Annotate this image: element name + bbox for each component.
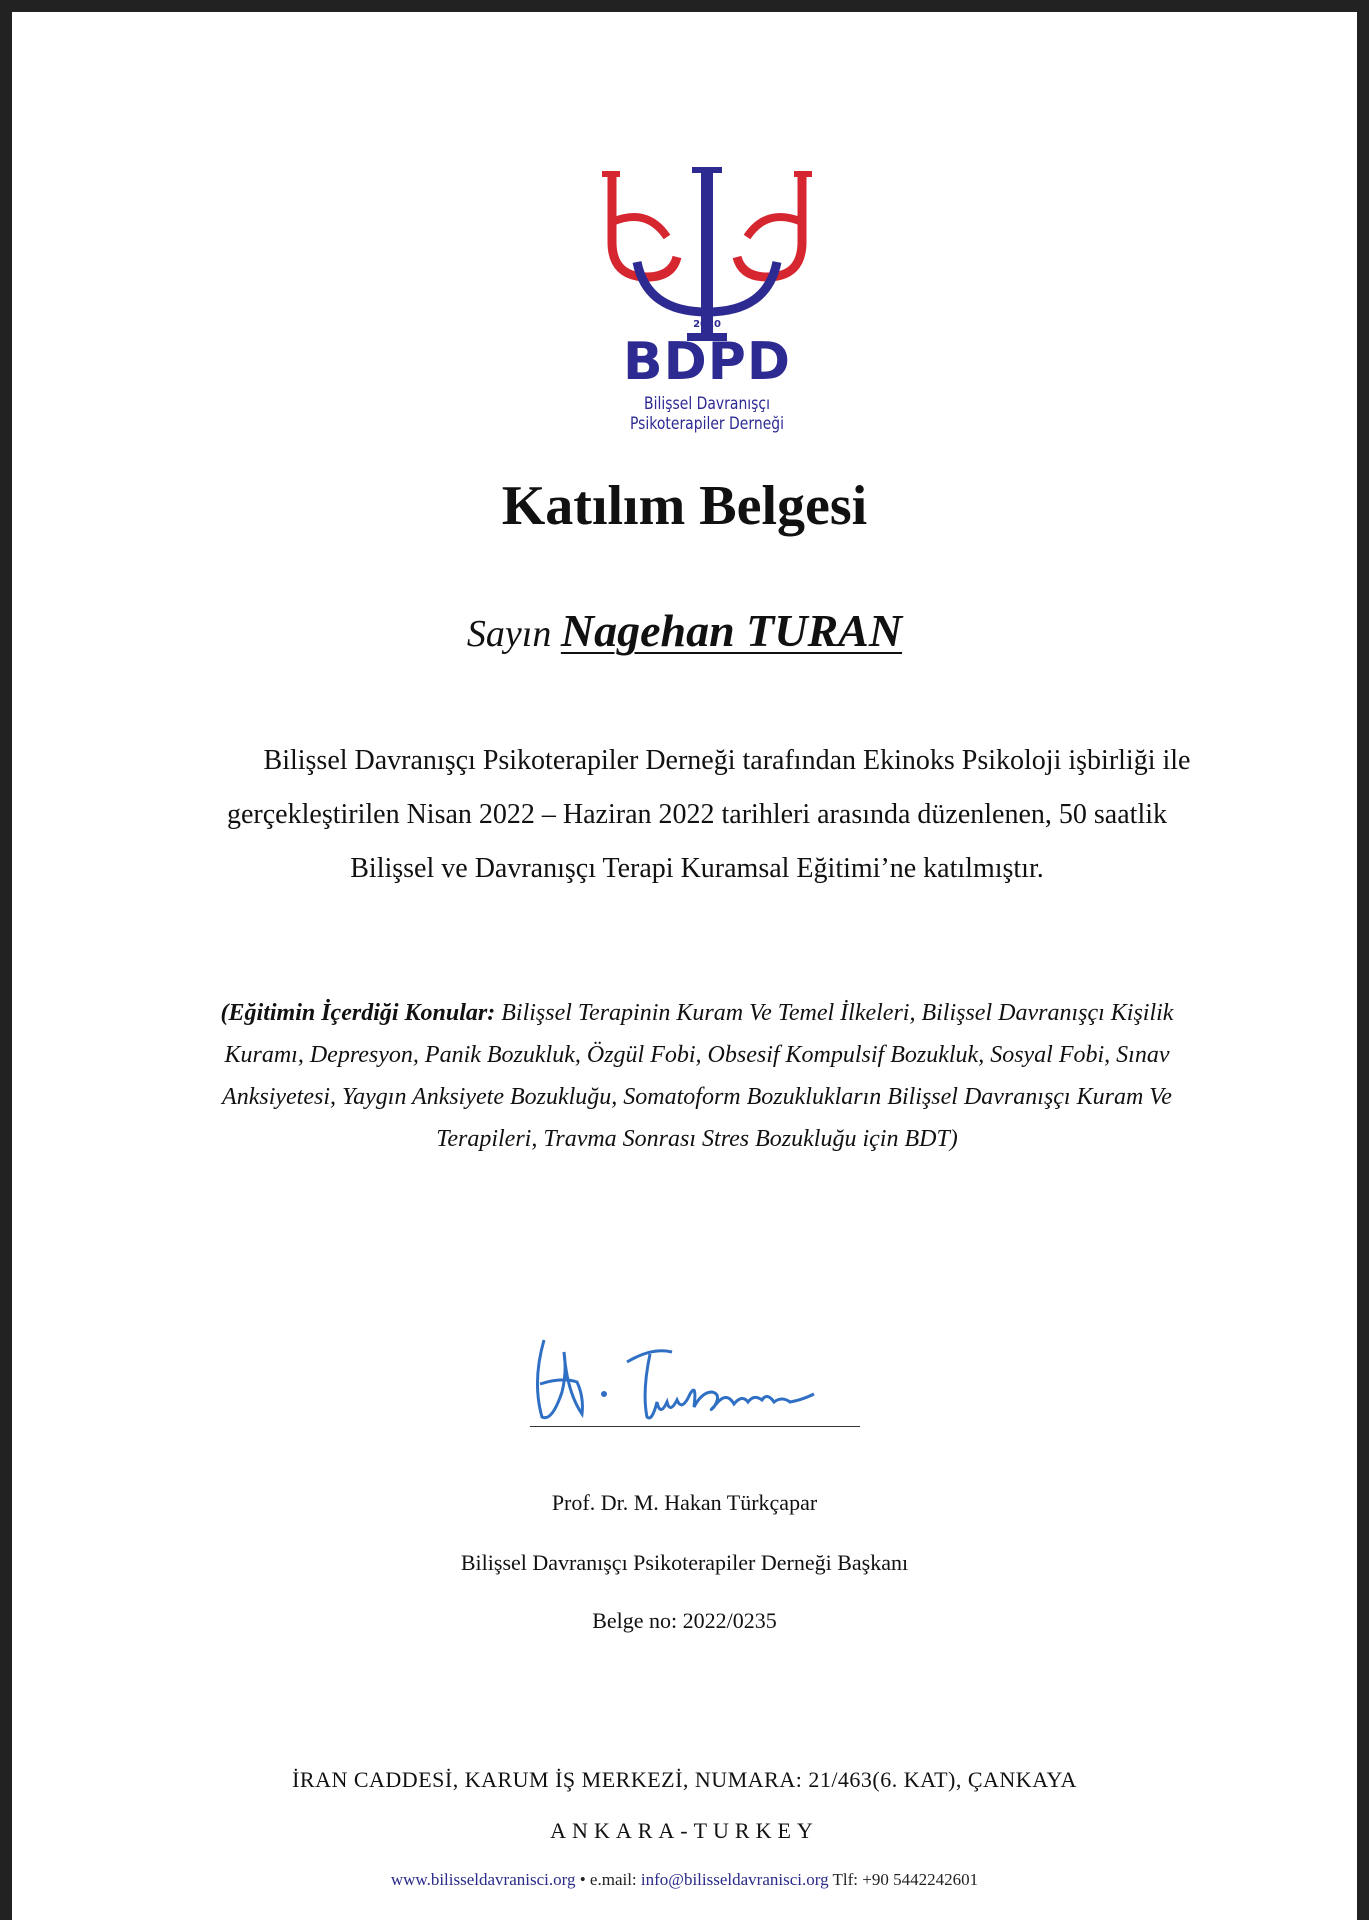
recipient-line	[12, 604, 1357, 657]
salutation: Sayın	[466, 613, 552, 655]
bdpd-logo	[592, 162, 822, 437]
phone-number: Tlf: +90 5442242601	[828, 1870, 979, 1889]
email-link[interactable]: info@bilisseldavranisci.org	[640, 1870, 829, 1889]
logo-tagline-1: Bilişsel Davranışçı	[644, 394, 770, 414]
contact-line	[12, 1870, 1357, 1890]
certificate-page	[12, 12, 1357, 1920]
signature-line	[530, 1426, 860, 1427]
body-paragraph: Bilişsel Davranışçı Psikoterapiler Derneği tarafından Ekinoks Psikoloji işbirliği ile gerçekleştirilen Nisan 2022 – Haziran 2022 tarihleri arasında düzenlenen, 50 saatlik Bilişsel ve Davranışçı Terapi Kuramsal Eğitimi’ne katılmıştır.	[227, 745, 1191, 884]
signer-name: Prof. Dr. M. Hakan Türkçapar	[551, 1490, 818, 1515]
topics-text: Bilişsel Terapinin Kuram Ve Temel İlkeleri, Bilişsel Davranışçı Kişilik Kuramı, Depresyon, Panik Bozukluk, Özgül Fobi, Obsesif Kompulsif Bozukluk, Sosyal Fobi, Sınav Anksiyetesi, Yaygın Anksiyete Bozukluğu, Somatoform Bozuklukların Bilişsel Davranışçı Kuram Ve Terapileri, Travma Sonrası Stres Bozukluğu için BDT)	[222, 1000, 1174, 1152]
logo-tagline-2: Psikoterapiler Derneği	[630, 414, 784, 434]
document-number: Belge no: 2022/0235	[592, 1608, 777, 1633]
logo-year: 2010	[693, 319, 721, 330]
address-line-2: ANKARA-TURKEY	[550, 1818, 819, 1843]
topics-label: (Eğitimin İçerdiği Konular:	[220, 1000, 496, 1026]
email-separator: • e.mail:	[575, 1870, 641, 1889]
recipient-name: Nagehan TURAN	[560, 605, 903, 656]
certificate-title: Katılım Belgesi	[501, 475, 868, 537]
topics-paragraph	[212, 992, 1182, 1160]
website-link[interactable]: www.bilisseldavranisci.org	[390, 1870, 576, 1889]
signer-role: Bilişsel Davranışçı Psikoterapiler Derneği Başkanı	[460, 1550, 909, 1575]
certificate-body	[202, 734, 1192, 896]
logo-abbreviation: BDPD	[622, 332, 792, 392]
signature-icon	[522, 1322, 862, 1432]
address-line-1: İRAN CADDESİ, KARUM İŞ MERKEZİ, NUMARA: 21/463(6. KAT), ÇANKAYA	[292, 1767, 1077, 1792]
